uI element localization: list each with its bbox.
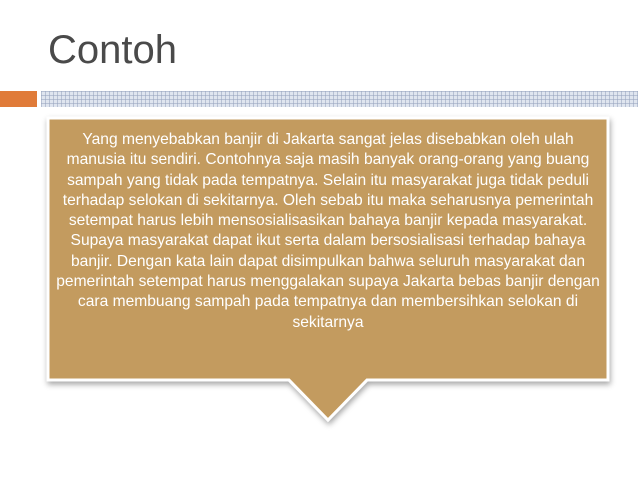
callout-text: Yang menyebabkan banjir di Jakarta sangat jelas disebabkan oleh ulah manusia itu sendiri. Contohnya saja masih banyak orang-orang yang buang sampah yang tidak pada tempatnya. Selain itu masyarakat juga tidak peduli terhadap selokan di sekitarnya. Oleh sebab itu maka seharusnya pemerintah setempat harus lebih mensosialisasikan bahaya banjir kepada masyarakat. Supaya masyarakat dapat ikut serta dalam bersosialisasi terhadap bahaya banjir. Dengan kata lain dapat disimpulkan bahwa seluruh masyarakat dan pemerintah setempat harus menggalakan supaya Jakarta bebas banjir dengan cara membuang sampah pada tempatnya dan membersihkan selokan di sekitarnya bbox=[56, 131, 600, 331]
title-accent-block bbox=[0, 91, 37, 107]
callout-box bbox=[48, 118, 608, 428]
title-divider bbox=[41, 91, 638, 107]
slide-title: Contoh bbox=[48, 28, 177, 72]
